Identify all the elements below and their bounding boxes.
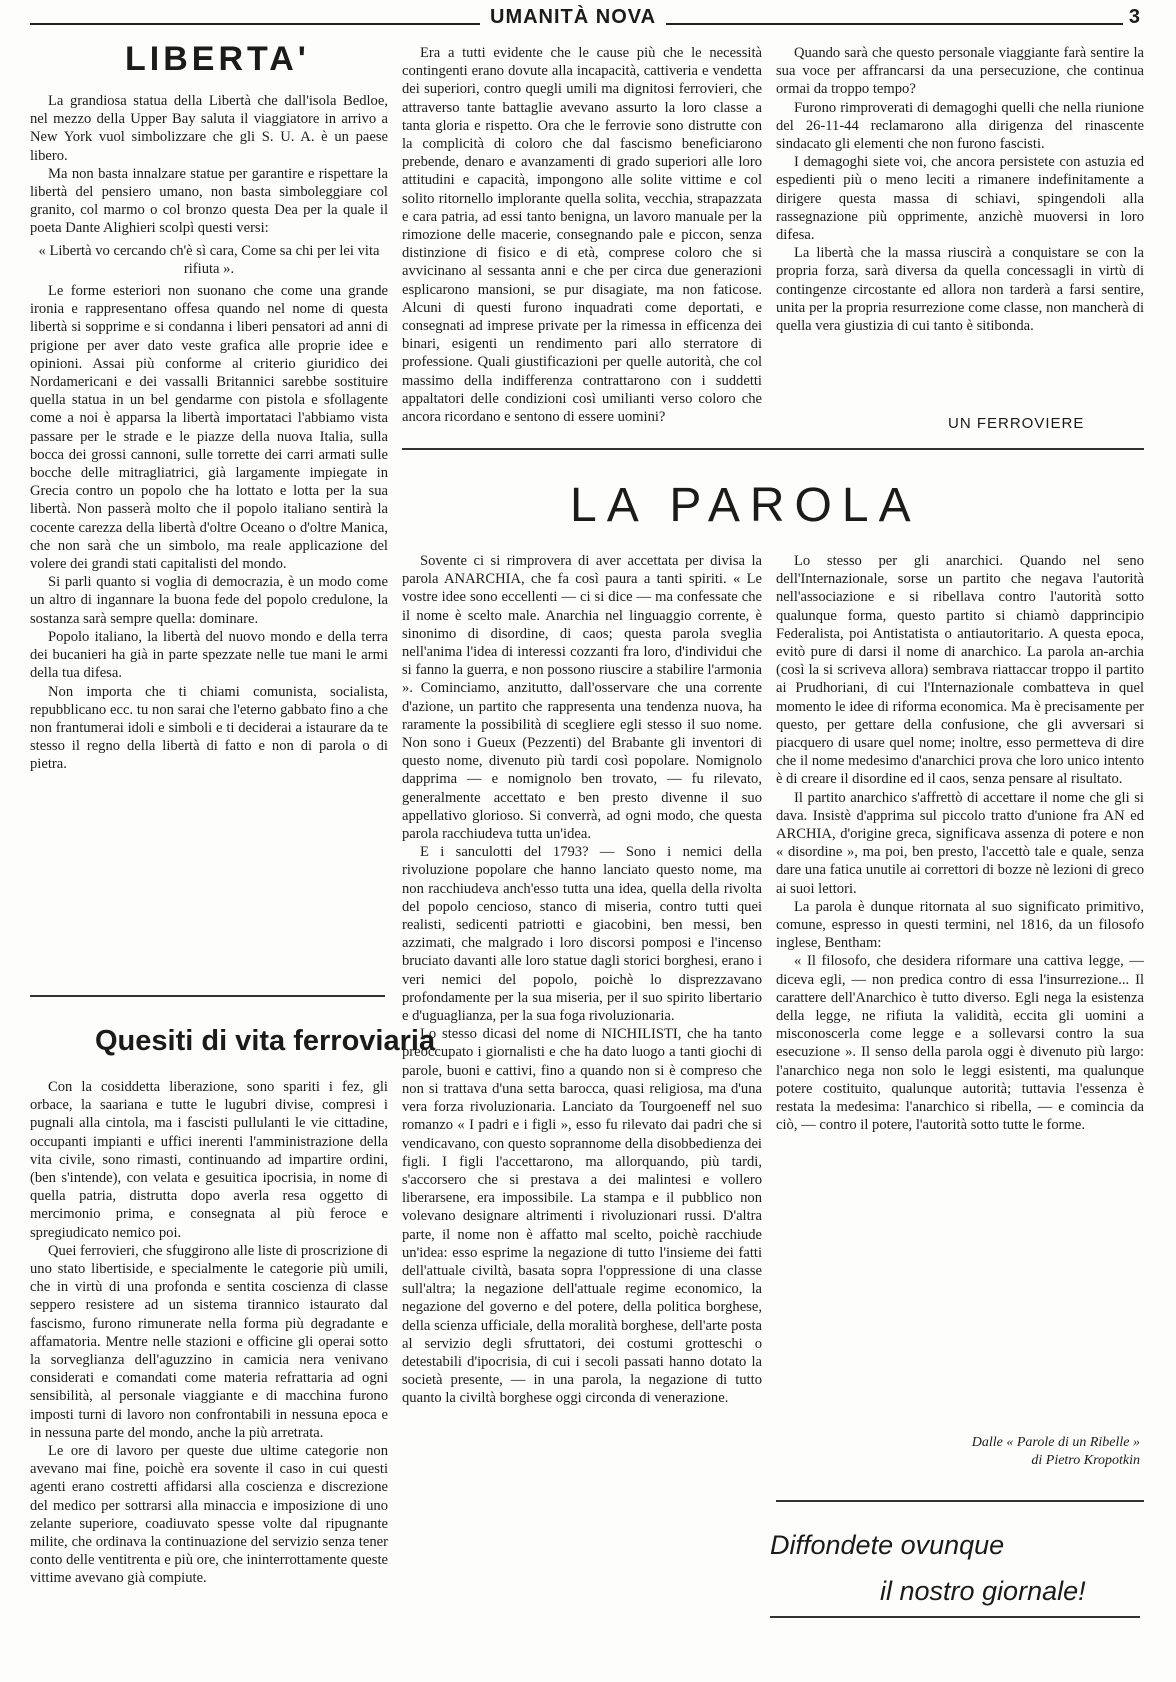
parola-article-body-col2 xyxy=(776,552,1144,1424)
parola-headline: LA PAROLA xyxy=(570,479,921,532)
quesiti-signature: UN FERROVIERE xyxy=(948,415,1085,432)
liberta-article-body xyxy=(30,92,388,972)
quesiti-article-body-col1 xyxy=(30,1078,388,1672)
parola-paragraph: Sovente ci si rimprovera di aver accettata per divisa la parola ANARCHIA, che fa così paura a tanti spiriti. « Le vostre idee sono eccellenti — ci si dice — ma confessate che il nome è scelto male. Anarchia nel linguaggio corrente, è sinonimo di disordine, di caos; questa parola sveglia nell'anima l'idea di interessi cozzanti fra loro, d'individui che si fanno la guerra, e non possono riuscire a stabilire l'armonia ». Cominciamo, anzitutto, dall'osservare che una corrente d'azione, un partito che rappresenta una tendenza nuova, ha raramente la possibilità di scegliere egli stesso il suo nome. Non sono i Gueux (Pezzenti) del Brabante gli inventori di questo nome, divenuto più tardi così popolare. Nomignolo dapprima — e nomignolo ben trovato, — fu rilevato, generalmente accettato e ben presto divenne il suo appellativo glorioso. Si converrà, ad ogni modo, che questa parola racchiudeva tutta un'idea. xyxy=(402,553,762,843)
parola-article-body-col1 xyxy=(402,552,762,1672)
section-divider xyxy=(402,448,1144,450)
parola-paragraph: La parola è dunque ritornata al suo significato primitivo, comune, espresso in questi termini, nel 1816, da un filosofo inglese, Bentham: xyxy=(776,898,1144,952)
liberta-paragraph: Le forme esteriori non suonano che come una grande ironia e rappresentano offesa quando nel nome di questa libertà si sopprime e si condanna i liberi pensatori ad anni di prigione per aver dato veste grafica alle proprie idee e opinioni. Assai più conforme al criterio giuridico dei Nordamericani e dei vassalli Britannici sarebbe sostituire quella statua in un bel gendarme con pistola e sfollagente come a noi è apparsa la libertà importataci l'abbiamo vista passare per le strade e le piazze della nuova Italia, sulla bocca dei grossi cannoni, sulle torrette dei carri armati sulle bocche delle mitragliatrici, già largamente impiegate in Grecia contro un popolo che ha lottato e lotta per la sua libertà. Non passerà molto che il popolo italiano sentirà la cocente carezza della libertà d'oltre Oceano o d'oltre Manica, che non sarà che un simbolo, ma reale applicazione del volere dei grandi stati capitalisti del mondo. xyxy=(30,283,388,573)
liberta-paragraph: Ma non basta innalzare statue per garantire e rispettare la libertà del pensiero umano, non basta simboleggiare col granito, col marmo o col bronzo questa Dea per la quale il poeta Dante Alighieri scolpì questi versi: xyxy=(30,165,388,237)
quesiti-paragraph: Con la cosiddetta liberazione, sono spariti i fez, gli orbace, la saariana e tutte le lugubri divise, compresi i pugnali alla cintola, ma i fascisti pullulanti le vie cittadine, occupanti impianti e uffici inerenti l'amministrazione della vita civile, sono rimasti, continuando ad impartire ordini, (ben s'intende), con velata e gesuitica ipocrisia, in nome di quella patria, distrutta dopo averla resa oggetto di mercimonio prima, e consegnata al più feroce e spregiudicato nemico poi. xyxy=(30,1079,388,1241)
promo-line-2: il nostro giornale! xyxy=(880,1576,1086,1606)
newspaper-name: UMANITÀ NOVA xyxy=(480,6,666,29)
quesiti-paragraph: La libertà che la massa riuscirà a conquistare se con la propria forza, sarà diversa da quella concessagli in virtù di contingenze circostante ed allora non tarderà a farsi sentire, unita per la propria resurrezione come classe, non mancherà di quella vera giustizia di cui tanto è sitibonda. xyxy=(776,245,1144,335)
liberta-paragraph: Non importa che ti chiami comunista, socialista, repubblicano ecc. tu non sarai che l'eterno gabbato fino a che non frantumerai idoli e simboli e ti deciderai a istaurare da te stesso il regno della libertà di fatto e non di parola o di pietra. xyxy=(30,683,388,773)
liberta-paragraph: Si parli quanto si voglia di democrazia, è un modo come un altro di ingannare la buona fede del popolo credulone, la sostanza sarà sempre quella: dominare. xyxy=(30,574,388,627)
quesiti-paragraph: Quei ferrovieri, che sfuggirono alle liste di proscrizione di uno stato libertiside, e specialmente le categorie più umili, che in virtù di una profonda e sentita coscienza di classe seppero resistere ad un sistema tirannico istaurato dal fascismo, furono rimunerate nella forma più degradante e affamatoria. Mentre nelle stazioni e officine gli operai sotto la sorveglianza dell'aguzzino in camicia nera venivano considerati e comandati come materia refrattaria ad ogni sensibilità, al personale viaggiante e di macchina furono imposti turni di lavoro non confrontabili in nessuna epoca e in nessuna parte del mondo, anche la più arretrata. xyxy=(30,1242,388,1441)
quesiti-paragraph: Quando sarà che questo personale viaggiante farà sentire la sua voce per affrancarsi da una persecuzione, che continua ormai da troppo tempo? xyxy=(776,45,1144,98)
parola-paragraph: Il partito anarchico s'affrettò di accettare il nome che gli si dava. Insistè d'apprima sul piccolo tratto d'unione fra AN ed ARCHIA, d'origine greca, significava assenza di potere e non « disordine », ma poi, ben presto, l'accettò tale e quale, senza dare una fatica unutile ai correttori di bozze nè lezioni di greco ai suoi lettori. xyxy=(776,789,1144,897)
quesiti-paragraph: Le ore di lavoro per queste due ultime categorie non avevano mai fine, poichè era sovente il caso in cui questi agenti erano costretti affidarsi alla coscienza e discrezione del medico per sottrarsi alla minaccia e imposizione di uno zelante superiore, coadiuvato spesse volte dal ripugnante milite, che ordinava la continuazione del servizio senza tener conto delle ventitrenta e più ore, che ininterrottamente queste vittime avevano già compiute. xyxy=(30,1443,388,1587)
promo-line-1: Diffondete ovunque xyxy=(770,1530,1005,1560)
liberta-dante-quote: « Libertà vo cercando ch'è sì cara, Come sa chi per lei vita rifiuta ». xyxy=(38,242,380,277)
promo-underline xyxy=(770,1616,1140,1618)
quesiti-paragraph: I demagoghi siete voi, che ancora persistete con astuzia ed espedienti più o meno leciti a rimanere indefinitamente a dirigere questa massa di schiavi, spingendoli alla rassegnazione più opprimente, anzichè muoversi in loro difesa. xyxy=(776,154,1144,244)
page-number: 3 xyxy=(1123,6,1140,29)
parola-source-line: Dalle « Parole di un Ribelle » xyxy=(971,1435,1140,1450)
parola-source-author: di Pietro Kropotkin xyxy=(1031,1453,1140,1468)
quesiti-article-body-col2 xyxy=(402,44,762,434)
parola-paragraph: E i sanculotti del 1793? — Sono i nemici della rivoluzione popolare che hanno lanciato questo nome, ma non racchiudeva anch'esso tutta una idea, quella della rivolta del popolo cencioso, stanco di miseria, contro tutti quei realisti, sedicenti patriotti e giacobini, ben messi, ben azzimati, che malgrado i loro discorsi pomposi e l'incenso bruciato davanti alle loro statue dagli storici borghesi, erano i veri nemici del popolo, poichè lo disprezzavano profondamente per la sua miseria, per il suo spirito libertario e d'uguaglianza, per la sua foga rivoluzionaria. xyxy=(402,844,762,1025)
liberta-headline: LIBERTA' xyxy=(125,40,310,78)
masthead xyxy=(30,6,1140,32)
parola-paragraph: « Il filosofo, che desidera riformare una cattiva legge, — diceva egli, — non predica contro di essa l'insurrezione... Il carattere dell'Anarchico è tutto diverso. Egli nega la esistenza della legge, ne rifiuta la validità, eccita gli uomini a misconoscerla come legge e a sollevarsi contro la sua esecuzione ». Il senso della parola oggi è divenuto più largo: l'anarchico nega non solo le leggi esistenti, ma qualunque potere costituito, qualunque autorità; tuttavia l'essenza è restata la medesima: l'anarchico si ribella, — e comincia da ciò, — contro il potere, l'autorità sotto tutte le forme. xyxy=(776,953,1144,1134)
parola-source xyxy=(870,1434,1140,1470)
promo-box xyxy=(770,1522,1140,1618)
section-divider xyxy=(776,1500,1144,1502)
quesiti-article-body-col3 xyxy=(776,44,1144,420)
section-divider xyxy=(30,995,385,997)
liberta-paragraph: Popolo italiano, la libertà del nuovo mondo e della terra dei bucanieri ha già in parte spezzate nelle tue mani le armi della tua difesa. xyxy=(30,628,388,682)
quesiti-headline: Quesiti di vita ferroviaria xyxy=(95,1025,436,1057)
parola-paragraph: Lo stesso per gli anarchici. Quando nel seno dell'Internazionale, sorse un partito che negava l'autorità nell'associazione e si ribellava contro l'autorità sotto qualunque forma, questo partito si chiamò dapprincipio Federalista, poi Antistatista o antiautoritario. A questa epoca, evitò pure di darsi il nome di anarchico. La parola an-archia (così la si scriveva allora) sembrava riattaccar troppo il partito ai Prudhoriani, di cui l'Internazionale combatteva in quel momento le idee di riforma economica. Ma è precisamente per questo, per gettare della confusione, che gli avversari si piacquero di usare quel nome; inoltre, esso permetteva di dire che il nome medesimo d'anarchici prova che loro unico intento è di creare il disordine ed il caos, senza pensare al risultato. xyxy=(776,553,1144,788)
parola-paragraph: Lo stesso dicasi del nome di NICHILISTI, che ha tanto preoccupato i giornalisti e che ha dato luogo a tanti giochi di parole, buoni e cattivi, fino a quando non si è compreso che non si trattava d'una setta barocca, quasi religiosa, ma d'una vera forza rivoluzionaria. Lanciato da Tourgoeneff nel suo romanzo « I padri e i figli », esso fu rilevato dai padri che si vendicavano, con questo soprannome della disobbedienza dei figli. I figli l'accettarono, ma allorquando, più tardi, s'accorsero che si prestava a dei malintesi e vollero liberarsene, era impossibile. La stampa e il pubblico non volevano designare altrimenti i rivoluzionari russi. D'altra parte, il nome non è affatto mal scelto, poichè racchiude un'idea: esso esprime la negazione di tutto l'insieme dei fatti dell'attuale civiltà, basata sopra l'oppressione di una classe sull'altra; la negazione dell'attuale regime economico, la negazione del governo e del potere, della politica borghese, della scienza ufficiale, della moralità borghese, dell'arte posta al servizio degli sfruttatori, dei costumi grotteschi o detestabili d'ipocrisia, di cui i secoli passati hanno dotato la società presente, — in una parola, la negazione di tutto quanto la civiltà borghese oggi circonda di venerazione. xyxy=(402,1026,762,1407)
quesiti-paragraph: Furono rimproverati di demagoghi quelli che nella riunione del 26-11-44 reclamarono alla dirigenza del rinascente sindacato gli elementi che non furono fascisti. xyxy=(776,99,1144,153)
liberta-paragraph: La grandiosa statua della Libertà che dall'isola Bedloe, nel mezzo della Upper Bay saluta il viaggiatore in arrivo a New York vuol simbolizzare che gli S. U. A. è un paese libero. xyxy=(30,93,388,164)
quesiti-paragraph: Era a tutti evidente che le cause più che le necessità contingenti erano dovute alla incapacità, cattiveria e vendetta dei superiori, contro quegli umili ma dignitosi ferrovieri, che attraverso tante battaglie avevano assurto la loro classe a tanta gloria e rispetto. Ora che le ferrovie sono distrutte con la complicità di coloro che dal fascismo beneficiarono prebende, denaro e avanzamenti di grado superiori alle loro attitudini e capacità, impongono alle solite vittime e col solito ritornello implorante quella solita, vecchia, strapazzata e cara patria, ad essi tanto benigna, un lavoro manuale per la rimozione delle macerie, consegnando pale e piccon, senza distinzione di fisico e di età, comprese coloro che si avvicinano al sessanta anni e che per circa due generazioni esplicarono mansioni, se pur disagiate, ma non faticose. Alcuni di questi furono inquadrati come deportati, e consegnati ad imprese private per la rimessa in efficenza dei binari, esigenti un rendimento pari allo sterratore di professione. Quali giustificazioni per quelle autorità, che col massimo della indifferenza contrattarono con i suddetti appaltatori delle condizioni così umilianti verso coloro che ancora ricordano e sentono di essere uomini? xyxy=(402,45,762,426)
